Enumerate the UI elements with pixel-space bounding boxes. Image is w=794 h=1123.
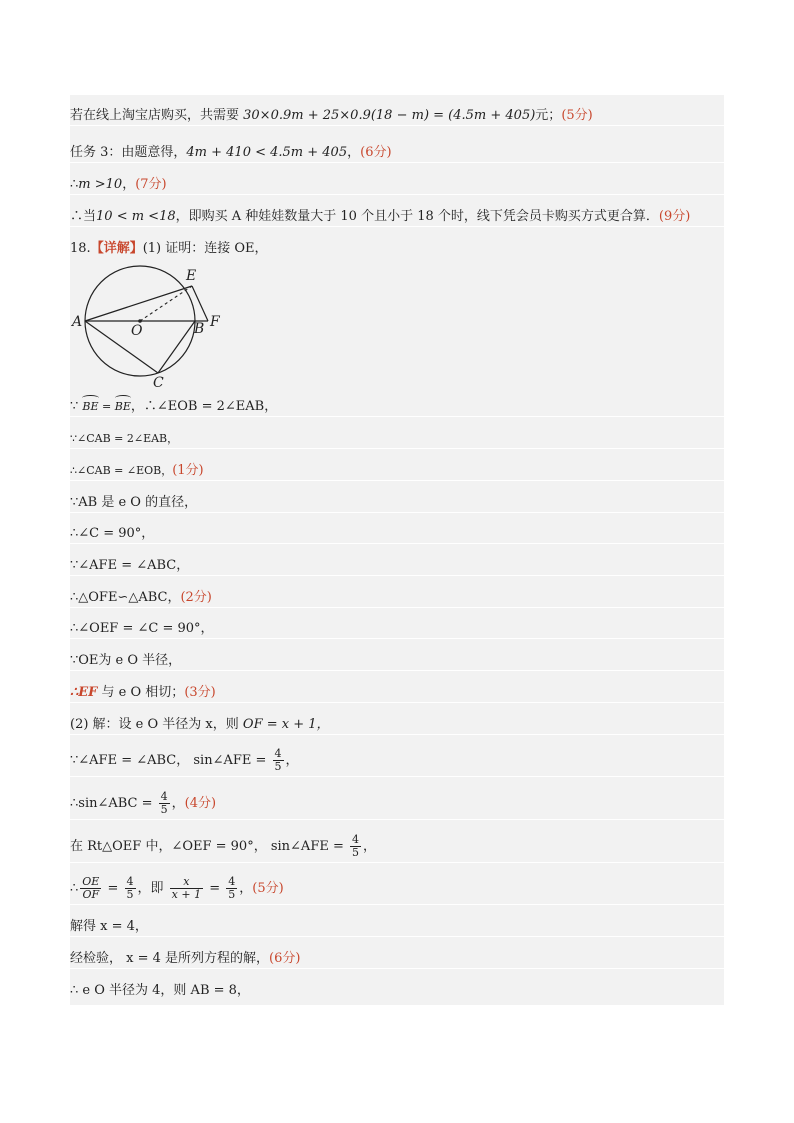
line-rt-triangle: 在 Rt△OEF 中，∠OEF = 90°， sin∠AFE = $\frac{4}{5}$ ， [70, 832, 724, 863]
line-sin-abc: ∴sin∠ABC = $\frac{4}{5}$ ，(4分) [70, 789, 724, 820]
line-solve: 解得 x = 4， [70, 918, 724, 937]
line-oef: ∴∠OEF = ∠C = 90°， [70, 620, 724, 639]
fraction: $\frac{4}{5}$ [351, 833, 359, 859]
line-m-gt-10: ∴m >10，(7分) [70, 176, 724, 195]
label-b: B [194, 321, 205, 337]
line-ratio: ∴ $\frac{OE}{OF}$ = $\frac{4}{5}$ ，即 $\frac{x}{x + 1}$ = $\frac{4}{5}$ ，(5分) [70, 874, 724, 905]
fraction: $\frac{4}{5}$ [274, 747, 282, 773]
score-mark: (1分) [172, 463, 204, 478]
segment-a-c [85, 321, 158, 373]
line-q18-header: 18.【详解】(1) 证明：连接 OE， [70, 241, 268, 256]
fraction: $\frac{OE}{OF}$ [82, 875, 100, 901]
label-c: C [153, 375, 164, 390]
line-angle-c: ∴∠C = 90°， [70, 525, 724, 544]
line-arc-equal: ∵ BE = BE，∴∠EOB = 2∠EAB， [70, 398, 724, 417]
line-online-cost: 若在线上淘宝店购买，共需要 30×0.9m + 25×0.9(18 − m) = (4.5m + 405)元；(5分) [70, 107, 724, 126]
line-tangent: ∴EF 与 e O 相切；(3分) [70, 684, 724, 703]
line-task3: 任务 3：由题意得，4m + 410 < 4.5m + 405，(6分) [70, 144, 724, 163]
line-sin-afe: ∵∠AFE = ∠ABC， sin∠AFE = $\frac{4}{5}$ ， [70, 746, 724, 777]
score-mark: (6分) [269, 951, 301, 966]
line-cab-eob: ∴∠CAB = ∠EOB，(1分) [70, 462, 724, 481]
line-similar: ∴△OFE∽△ABC，(2分) [70, 589, 724, 608]
segment-o-e [140, 286, 192, 321]
content-panel [70, 95, 724, 1005]
fraction: $\frac{4}{5}$ [228, 875, 236, 901]
score-mark: (5分) [252, 881, 284, 896]
detail-tag: 【详解】 [90, 241, 143, 256]
fraction: $\frac{4}{5}$ [126, 875, 134, 901]
label-e: E [186, 268, 197, 284]
segment-c-b [158, 321, 195, 373]
score-mark: (3分) [184, 685, 216, 700]
line-cab: ∵∠CAB = 2∠EAB， [70, 430, 724, 449]
fraction: $\frac{x}{x + 1}$ [171, 875, 202, 901]
score-mark: (4分) [184, 796, 217, 811]
line-part2: (2) 解：设 e O 半径为 x，则 OF = x + 1， [70, 716, 724, 735]
label-a: A [72, 314, 83, 330]
line-final: ∴ e O 半径为 4，则 AB = 8， [70, 983, 250, 998]
score-mark: (9分) [658, 209, 691, 224]
geometry-figure [70, 265, 230, 390]
line-radius: ∵OE为 e O 半径， [70, 652, 724, 671]
line-check: 经检验， x = 4 是所列方程的解，(6分) [70, 950, 724, 969]
line-afe-abc: ∵∠AFE = ∠ABC， [70, 557, 724, 576]
fraction: $\frac{4}{5}$ [160, 790, 168, 816]
label-f: F [210, 314, 220, 330]
score-mark: (7分) [135, 177, 167, 192]
score-mark: (5分) [561, 108, 593, 123]
line-diameter: ∵AB 是 e O 的直径， [70, 494, 724, 513]
score-mark: (2分) [180, 590, 212, 605]
score-mark: (6分) [360, 145, 392, 160]
line-conclusion: ∴当10 < m <18，即购买 A 种娃娃数量大于 10 个且小于 18 个时，线下凭会员卡购买方式更合算．(9分) [70, 208, 724, 227]
segment-a-e [85, 286, 192, 321]
label-o: O [131, 323, 143, 339]
